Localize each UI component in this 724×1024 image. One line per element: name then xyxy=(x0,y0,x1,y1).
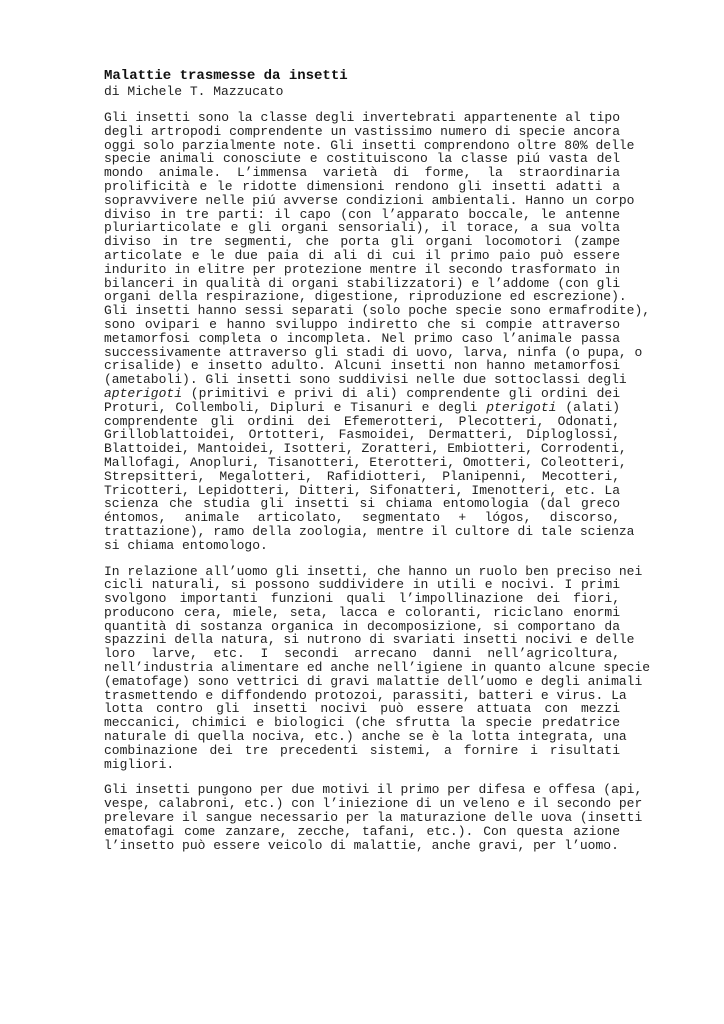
text-line: ematofagi come zanzare, zecche, tafani, etc.). Con questa azione xyxy=(104,823,620,839)
text-line xyxy=(104,387,620,401)
paragraph xyxy=(104,110,651,553)
text-line: successivamente attraverso gli stadi di uovo, larva, ninfa (o pupa, o xyxy=(104,344,643,360)
text-line: vespe, calabroni, etc.) con l’iniezione di un veleno e il secondo per xyxy=(104,796,643,812)
text-line: metamorfosi completa o incompleta. Nel primo caso l’animale passa xyxy=(104,330,620,346)
text-line: loro larve, etc. I secondi arrecano danni nell’agricoltura, xyxy=(104,646,620,662)
text-line: si chiama entomologo. xyxy=(104,537,268,553)
text-line: l’insetto può essere veicolo di malattie, anche gravi, per l’uomo. xyxy=(104,837,619,853)
text-line: degli artropodi comprendente un vastissimo numero di specie ancora xyxy=(104,123,620,139)
text-line: organi della respirazione, digestione, riproduzione ed escrezione). xyxy=(104,289,627,305)
text-line: combinazione dei tre precedenti sistemi, a fornire i risultati xyxy=(104,742,620,758)
text-line: trattazione), ramo della zoologia, mentre il cultore di tale scienza xyxy=(104,523,635,539)
text-line: oggi solo parzialmente note. Gli insetti comprendono oltre 80% delle xyxy=(104,137,635,153)
text-line: Mallofagi, Anopluri, Tisanotteri, Eterotteri, Omotteri, Coleotteri, xyxy=(104,454,627,470)
text-line: prolificità e le ridotte dimensioni rendono gli insetti adatti a xyxy=(104,178,620,194)
text-line: specie animali conosciute e costituiscono la classe piú vasta del xyxy=(104,151,620,167)
text-line: sopravvivere nelle piú avverse condizioni ambientali. Hanno un corpo xyxy=(104,192,635,208)
text-segment: (primitivi e privi di ali) comprendente gli ordini dei xyxy=(182,385,620,401)
paragraph xyxy=(104,563,651,772)
document-body xyxy=(104,110,651,853)
text-line xyxy=(104,401,620,415)
text-line: bilanceri in qualità di organi stabilizzatori) e l’addome (con gli xyxy=(104,275,620,291)
text-line: Gli insetti pungono per due motivi il primo per difesa e offesa (api, xyxy=(104,782,643,798)
text-line: comprendente gli ordini dei Efemerotteri, Plecotteri, Odonati, xyxy=(104,413,620,429)
italic-term: apterigoti xyxy=(104,385,183,401)
text-line: diviso in tre parti: il capo (con l’apparato boccale, le antenne xyxy=(104,206,620,222)
text-line: producono cera, miele, seta, lacca e coloranti, riciclano enormi xyxy=(104,604,620,620)
text-segment: (alati) xyxy=(556,399,620,415)
text-line: Strepsitteri, Megalotteri, Rafidiotteri, Planipenni, Mecotteri, xyxy=(104,468,620,484)
text-line: cicli naturali, si possono suddividere in utili e nocivi. I primi xyxy=(104,577,620,593)
text-line: (ametaboli). Gli insetti sono suddivisi nelle due sottoclassi degli xyxy=(104,372,627,388)
text-line: Gli insetti sono la classe degli invertebrati appartenente al tipo xyxy=(104,110,620,125)
text-line: migliori. xyxy=(104,756,175,772)
text-line: (ematofage) sono vettrici di gravi malattie dell’uomo e degli animali xyxy=(104,673,643,689)
text-line: quantità di sostanza organica in decomposizione, si comportano da xyxy=(104,618,620,634)
text-line: lotta contro gli insetti nocivi può essere attuata con mezzi xyxy=(104,701,620,717)
text-line: éntomos, animale articolato, segmentato + lógos, discorso, xyxy=(104,510,620,526)
text-line: crisalide) e insetto adulto. Alcuni insetti non hanno metamorfosi xyxy=(104,358,620,374)
text-line: diviso in tre segmenti, che porta gli organi locomotori (zampe xyxy=(104,234,620,250)
text-line: meccanici, chimici e biologici (che sfrutta la specie predatrice xyxy=(104,715,620,731)
text-line: prelevare il sangue necessario per la maturazione delle uova (insetti xyxy=(104,810,643,826)
text-line: In relazione all’uomo gli insetti, che hanno un ruolo ben preciso nei xyxy=(104,563,643,579)
document-author: di Michele T. Mazzucato xyxy=(104,84,284,99)
text-line: spazzini della natura, si nutrono di svariati insetti nocivi e delle xyxy=(104,632,635,648)
text-line: Blattoidei, Mantoidei, Isotteri, Zoratteri, Embiotteri, Corrodenti, xyxy=(104,441,627,457)
text-line: Gli insetti hanno sessi separati (solo poche specie sono ermafrodite), xyxy=(104,303,651,319)
text-line: pluriarticolate e gli organi sensoriali), il torace, a sua volta xyxy=(104,220,620,236)
text-line: scienza che studia gli insetti si chiama entomologia (dal greco xyxy=(104,496,620,512)
text-line: svolgono importanti funzioni quali l’impollinazione dei fiori, xyxy=(104,591,620,607)
text-line: Tricotteri, Lepidotteri, Ditteri, Sifonatteri, Imenotteri, etc. La xyxy=(104,482,620,498)
text-line: indurito in elitre per protezione mentre il secondo trasformato in xyxy=(104,261,620,277)
text-line: mondo animale. L’immensa varietà di forme, la straordinaria xyxy=(104,165,620,181)
text-line: trasmettendo e diffondendo protozoi, parassiti, batteri e virus. La xyxy=(104,687,627,703)
text-line: Grilloblattoidei, Ortotteri, Fasmoidei, Dermatteri, Diploglossi, xyxy=(104,427,620,443)
italic-term: pterigoti xyxy=(486,399,557,415)
document-page xyxy=(104,68,651,853)
text-line: naturale di quella nociva, etc.) anche se è la lotta integrata, una xyxy=(104,729,627,745)
document-title: Malattie trasmesse da insetti xyxy=(104,68,348,84)
text-line: nell’industria alimentare ed anche nell’igiene in quanto alcune specie xyxy=(104,660,651,676)
text-line: sono ovipari e hanno sviluppo indiretto che si compie attraverso xyxy=(104,316,620,332)
text-line: articolate e le due paia di ali di cui il primo paio può essere xyxy=(104,247,620,263)
paragraph xyxy=(104,782,643,853)
text-segment: Proturi, Collemboli, Dipluri e Tisanuri e degli xyxy=(104,399,487,415)
